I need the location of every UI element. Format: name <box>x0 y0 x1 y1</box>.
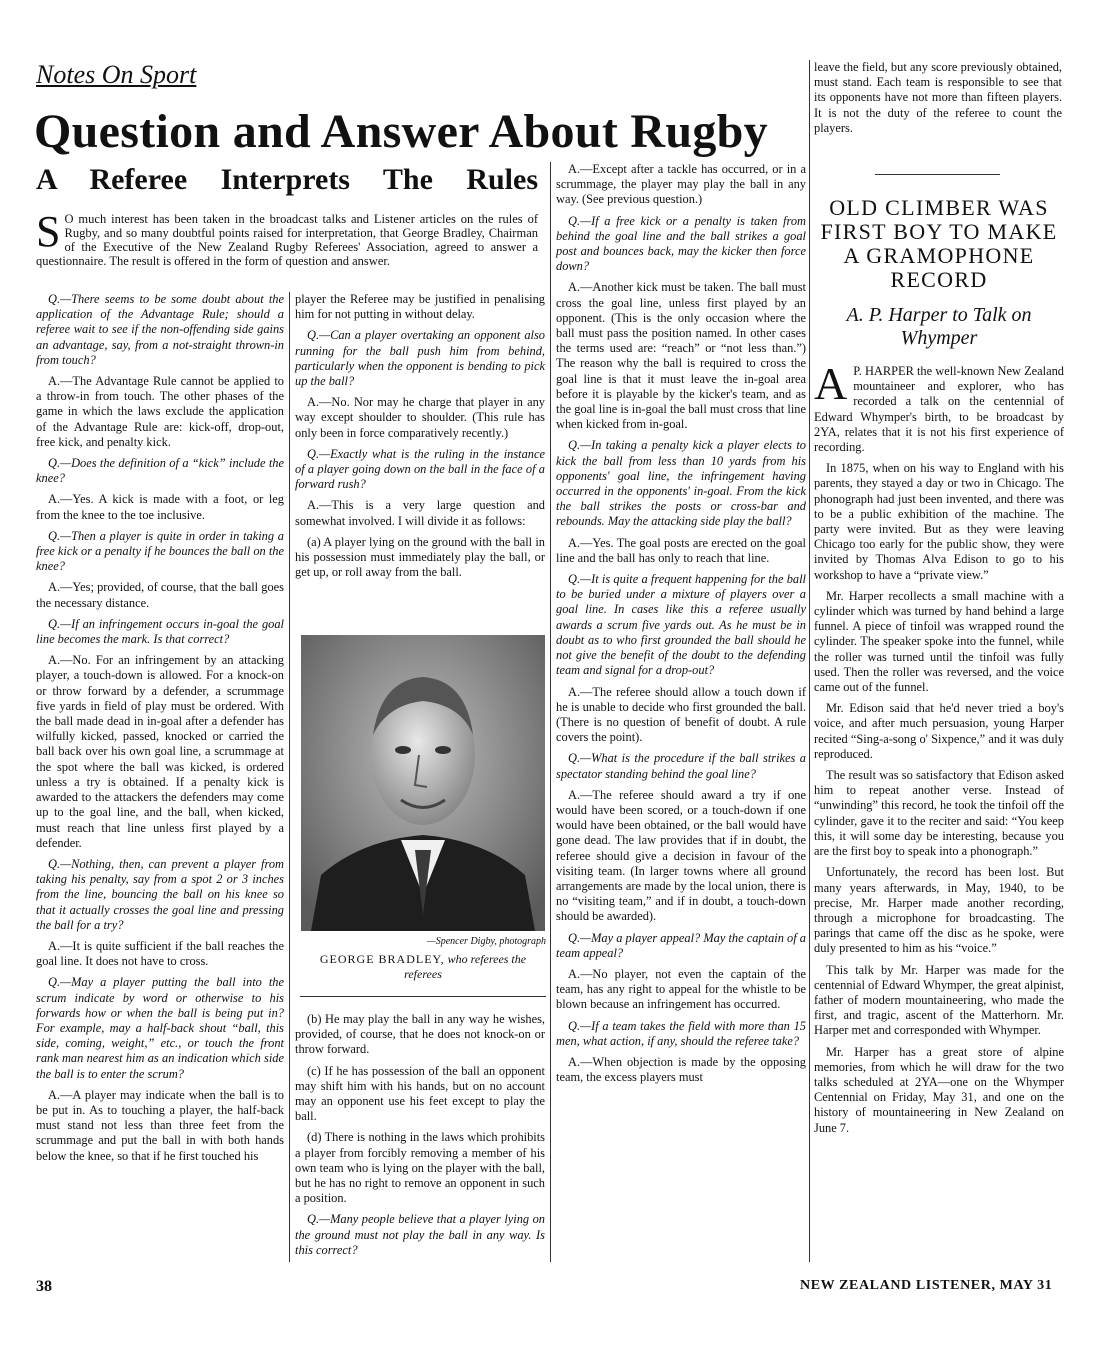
answer-paragraph: (a) A player lying on the ground with the ball in his possession must immediately play the ball, or get up, or roll away from the ball. <box>295 534 545 580</box>
sidebar-paragraph: Unfortunately, the record has been lost. But many years afterwards, in May, 1940, to be precise, Mr. Harper made another recording, through a microphone for broadcasting. The parings that came off the disc as he spoke, were duly presented to him as his “voice.” <box>814 865 1064 956</box>
question-paragraph: Q.—Exactly what is the ruling in the instance of a player going down on the ball in the face of a forward rush? <box>295 446 545 492</box>
question-paragraph: Q.—May a player putting the ball into the scrum indicate by word or otherwise to his forwards how or when the ball is being put in? For example, may a half-back shout “ball, this side, coming, weight,” etc., or touch the front rank man nearest him as an indication which side the ball is to enter the scrum? <box>36 975 284 1081</box>
sidebar-paragraph: Mr. Harper has a great store of alpine memories, from which he will draw for the two talks scheduled at 2YA—one on the Whymper Centennial on Friday, May 31, and one on the history of mountaineering in New Zealand on June 7. <box>814 1044 1064 1135</box>
intro-text: O much interest has been taken in the broadcast talks and Listener articles on the rules of Rugby, and so many doubtful points raised for interpretation, that George Bradley, Chairman of the Executive of the New Zealand Rugby Referees' Association, agreed to answer a questionnaire. The result is offered in the form of question and answer. <box>36 212 538 268</box>
sidebar-paragraph: In 1875, when on his way to England with his parents, they stayed a day or two in Chicago. The phonograph had just been invented, and there was to be a public exhibition of the machine. The party were invited. But as they were leaving Chicago too early for the public show, they were invited by Thomas Alva Edison to go to his workshop to have a “private view.” <box>814 461 1064 582</box>
question-paragraph: Q.—There seems to be some doubt about the application of the Advantage Rule; should a referee wait to see if the non-offending side gains an advantage, say, from a not-straight thrown-in from touch? <box>36 292 284 367</box>
photo-credit: —Spencer Digby, photograph <box>426 936 546 947</box>
sidebar-headline: OLD CLIMBER WAS FIRST BOY TO MAKE A GRAMOPHONE RECORD <box>820 195 1058 292</box>
question-paragraph: Q.—If an infringement occurs in-goal the goal line becomes the mark. Is that correct? <box>36 616 284 647</box>
caption-name: GEORGE BRADLEY, <box>319 952 445 966</box>
column-rule-3 <box>809 60 810 1262</box>
sidebar-dropcap: A <box>814 358 848 409</box>
sidebar-subhead: A. P. Harper to Talk on Whymper <box>846 304 1032 349</box>
answer-paragraph: A.—This is a very large question and somewhat involved. I will divide it as follows: <box>295 498 545 528</box>
question-paragraph: Q.—If a free kick or a penalty is taken from behind the goal line and the ball strikes a goal post and bounces back, may the kicker then force down? <box>556 213 806 274</box>
page-number: 38 <box>36 1278 52 1295</box>
answer-paragraph: (d) There is nothing in the laws which prohibits a player from forcibly removing a member of his own team who is lying on the player with the ball, but he has no right to remove an opponent in such a position. <box>295 1130 545 1206</box>
column-2-lower <box>295 1012 545 1264</box>
intro-paragraph <box>36 207 538 268</box>
answer-paragraph: (b) He may play the ball in any way he wishes, provided, of course, that he does not knock-on or throw forward. <box>295 1012 545 1057</box>
answer-paragraph: (c) If he has possession of the ball an opponent may shift him with his hands, but on no account may an opponent use his feet except to play the ball. <box>295 1063 545 1124</box>
publication-line: NEW ZEALAND LISTENER, MAY 31 <box>800 1278 1053 1293</box>
column-1 <box>36 292 284 1170</box>
sidebar-paragraph: This talk by Mr. Harper was made for the centennial of Edward Whymper, the great alpinist, father of modern mountaineering, who made the first, and tragic, ascent of the Matterhorn. Mr. Harper met and corresponded with Whymper. <box>814 962 1064 1038</box>
answer-paragraph: A.—The referee should allow a touch down if he is unable to decide who first grounded the ball. (There is no question of benefit of doubt. A rule covers the point). <box>556 684 806 745</box>
answer-paragraph: A.—Except after a tackle has occurred, or in a scrummage, the player may play the ball in any way. (See previous question.) <box>556 162 806 207</box>
question-paragraph: Q.—It is quite a frequent happening for the ball to be buried under a mixture of players over a goal line. In cases like this a referee usually awards a scrum five yards out. As he must be in doubt as to who first grounded the ball should he not give the benefit of the doubt to the defending team and signal for a drop-out? <box>556 572 806 678</box>
answer-paragraph: A.—No player, not even the captain of the team, has any right to appeal for the whistle to be blown because an infringement has occurred. <box>556 966 806 1012</box>
answer-paragraph: A.—The referee should award a try if one would have been scored, or a touch-down if one would have been obtained, or the ball would have gone dead. The law provides that if in doubt, the referee should give a decision in favour of the visiting team. (In larger towns where all ground arrangements are made by the local union, there is no “visiting team,” and if in doubt, a touch-down should be awarded). <box>556 787 806 924</box>
photo-caption <box>300 952 546 982</box>
intro-dropcap: S <box>36 207 61 256</box>
answer-paragraph: player the Referee may be justified in penalising him for not putting in without delay. <box>295 292 545 322</box>
question-paragraph: Q.—Can a player overtaking an opponent also running for the ball push him from behind, particularly when the opponent is bending to pick up the ball? <box>295 328 545 389</box>
question-paragraph: Q.—Does the definition of a “kick” include the knee? <box>36 456 284 486</box>
answer-paragraph: A.—The Advantage Rule cannot be applied to a throw-in from touch. The other phases of the game in which the laws exclude the application of the Advantage Rule are: kick-off, drop-out, free kick, and penalty kick. <box>36 374 284 449</box>
column-rule-2 <box>550 162 551 1262</box>
caption-text: who referees the referees <box>404 952 527 981</box>
question-paragraph: Q.—In taking a penalty kick a player elects to kick the ball from less than 10 yards from his opponents' goal line, the infringement having occurred in the opponents' in-goal. From the kick the ball strikes the posts or cross-bar and rebounds. May the attacking side play the ball? <box>556 438 806 529</box>
sidebar-paragraph: Mr. Edison said that he'd never tried a boy's voice, and after much persuasion, young Harper recited “Sing-a-song o' Sixpence,” and it was duly reproduced. <box>814 701 1064 761</box>
portrait-photo <box>301 635 545 931</box>
sidebar-first-paragraph <box>814 358 1064 455</box>
sidebar-paragraph: Mr. Harper recollects a small machine with a cylinder which was turned by hand behind a large funnel. A piece of tinfoil was wrapped round the cylinder. The speaker spoke into the funnel, while the roller was turned until the tinfoil was fully used. Then the roller was reversed, and the voice came out of the funnel. <box>814 588 1064 695</box>
column-2 <box>295 292 545 586</box>
answer-paragraph: A.—Another kick must be taken. The ball must cross the goal line, unless first played by an opponent. (This is the only occasion where the ball must pass the position named. In other cases the terms used are: “reach” or “not less than.”) The reason why the ball is required to cross the goal line is that it must leave the in-goal area before it is playable by the kicker's team, and as the goal line is in-goal the ball must cross that line when kicked from in-goal. <box>556 280 806 432</box>
section-label: Notes On Sport <box>36 60 197 89</box>
question-paragraph: Q.—What is the procedure if the ball strikes a spectator standing behind the goal line? <box>556 751 806 781</box>
answer-paragraph: A.—A player may indicate when the ball is to be put in. As to touching a player, the half-back must stand not less than three feet from the scrummage and put the ball in with both hands below the knee, so that if he first touched his <box>36 1087 284 1163</box>
answer-paragraph: A.—No. For an infringement by an attacking player, a touch-down is allowed. For a knock-on or throw forward by a defender, a scrummage five yards in field of play must be ordered. With the ball made dead in in-goal after a defender has wilfully kicked, passed, knocked or carried the ball back over his own goal line, a scrummage at the spot where the ball was kicked, is ordered unless a try is obtained. If a penalty kick is awarded to the attackers the defenders may come up to the goal line, and the ball, when kicked, must reach that line unless first played by a defender. <box>36 653 284 850</box>
answer-paragraph: A.—Yes; provided, of course, that the ball goes the necessary distance. <box>36 580 284 610</box>
column-4 <box>814 358 1064 1142</box>
column-4-continued <box>814 60 1062 142</box>
continued-text: leave the field, but any score previously obtained, must stand. Each team is responsible to see that its opponents have not more than fifteen players. It is not the duty of the referee to count the players. <box>814 60 1062 135</box>
column-3 <box>556 162 806 1091</box>
question-paragraph: Q.—Then a player is quite in order in taking a free kick or a penalty if he bounces the ball on the knee? <box>36 528 284 574</box>
answer-paragraph: A.—No. Nor may he charge that player in any way except shoulder to shoulder. (This rule has only been in force comparatively recently.) <box>295 395 545 440</box>
sidebar-first-text: P. HARPER the well-known New Zealand mountaineer and explorer, who has recorded a talk on the centennial of Edward Whymper's birth, to be broadcast by 2YA, relates that it is not his first experience of recording. <box>814 364 1064 455</box>
answer-paragraph: A.—When objection is made by the opposing team, the excess players must <box>556 1054 806 1085</box>
question-paragraph: Q.—Nothing, then, can prevent a player from taking his penalty, say from a spot 2 or 3 inches from the line, bouncing the ball on his knee so that it actually crosses the goal line and pressing the ball for a try? <box>36 856 284 932</box>
question-paragraph: Q.—Many people believe that a player lying on the ground must not play the ball in any way. Is this correct? <box>295 1212 545 1257</box>
question-paragraph: Q.—May a player appeal? May the captain of a team appeal? <box>556 930 806 960</box>
question-paragraph: Q.—If a team takes the field with more than 15 men, what action, if any, should the referee take? <box>556 1018 806 1048</box>
answer-paragraph: A.—It is quite sufficient if the ball reaches the goal line. It does not have to cross. <box>36 938 284 969</box>
column-rule-1 <box>289 292 290 1262</box>
subhead: A Referee Interprets The Rules <box>36 163 538 196</box>
sidebar-paragraph: The result was so satisfactory that Edison asked him to repeat another verse. Instead of “unwinding” this record, he took the tinfoil off the cylinder, gave it to the reciter and said: “You keep this, it will some day be interesting, because you are the first boy to speak into a phonograph.” <box>814 768 1064 859</box>
section-separator <box>875 174 1000 175</box>
answer-paragraph: A.—Yes. A kick is made with a foot, or leg from the knee to the toe inclusive. <box>36 492 284 522</box>
caption-rule <box>300 996 546 997</box>
answer-paragraph: A.—Yes. The goal posts are erected on the goal line and the ball has only to reach that line. <box>556 535 806 565</box>
headline: Question and Answer About Rugby <box>34 105 768 158</box>
